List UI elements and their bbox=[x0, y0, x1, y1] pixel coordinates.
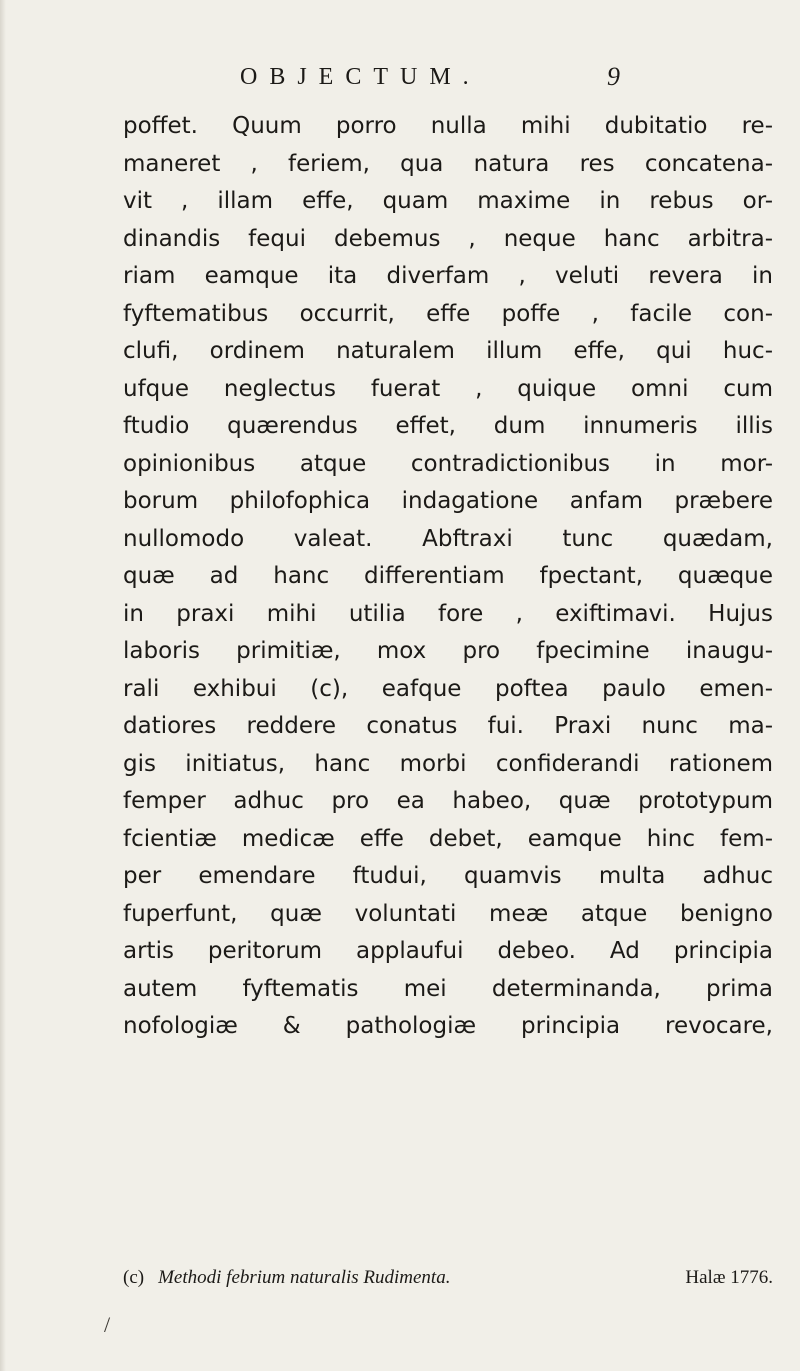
text-line: per emendare ftudui, quamvis multa adhuc bbox=[123, 863, 773, 889]
text-line: ufque neglectus fuerat , quique omni cum bbox=[123, 375, 773, 402]
text-line: gis initiatus, hanc morbi confiderandi rationem bbox=[123, 750, 773, 777]
text-line: artis peritorum applaufui debeo. Ad principia bbox=[123, 938, 773, 964]
text-line: autem fyftematis mei determinanda, prima bbox=[123, 975, 773, 1002]
text-line: borum philofophica indagatione anfam præbere bbox=[123, 488, 773, 514]
text-line: in praxi mihi utilia fore , exiftimavi. Hujus bbox=[123, 600, 773, 627]
text-line: rali exhibui (c), eafque poftea paulo emen- bbox=[123, 675, 773, 702]
text-line: nofologiæ & pathologiæ principia revocare, bbox=[123, 1013, 773, 1039]
stray-mark: / bbox=[104, 1312, 111, 1337]
text-line: riam eamque ita diverfam , veluti revera in bbox=[123, 263, 773, 289]
text-line: ftudio quærendus effet, dum innumeris illis bbox=[123, 413, 773, 439]
text-line: clufi, ordinem naturalem illum effe, qui huc- bbox=[123, 338, 773, 364]
text-line: laboris primitiæ, mox pro fpecimine inaugu- bbox=[123, 638, 773, 664]
text-line: fcientiæ medicæ effe debet, eamque hinc fem- bbox=[123, 825, 773, 852]
text-line: fuperfunt, quæ voluntati meæ atque benigno bbox=[123, 900, 773, 927]
text-line: femper adhuc pro ea habeo, quæ prototypum bbox=[123, 788, 773, 814]
text-line: maneret , feriem, qua natura res concatena- bbox=[123, 150, 773, 177]
text-line: fyftematibus occurrit, effe poffe , facile con- bbox=[123, 300, 773, 327]
footnote bbox=[123, 1263, 773, 1293]
text-line: vit , illam effe, quam maxime in rebus or- bbox=[123, 188, 773, 214]
text-line: opinionibus atque contradictionibus in mor- bbox=[123, 450, 773, 477]
running-head: OBJECTUM. bbox=[240, 64, 481, 90]
footnote-place-year: Halæ 1776. bbox=[685, 1267, 773, 1288]
text-line: nullomodo valeat. Abftraxi tunc quædam, bbox=[123, 525, 773, 552]
footnote-title: Methodi febrium naturalis Rudimenta. bbox=[158, 1267, 451, 1288]
text-line: quæ ad hanc differentiam fpectant, quæque bbox=[123, 563, 773, 589]
footnote-marker: (c) bbox=[123, 1267, 145, 1288]
page-gutter-edge bbox=[0, 0, 6, 1371]
text-line: dinandis fequi debemus , neque hanc arbitra- bbox=[123, 225, 773, 252]
text-line: poffet. Quum porro nulla mihi dubitatio re- bbox=[123, 113, 773, 139]
body-text bbox=[123, 108, 773, 1046]
page-number: 9 bbox=[607, 62, 620, 91]
text-line: datiores reddere conatus fui. Praxi nunc ma- bbox=[123, 713, 773, 739]
page-header bbox=[240, 62, 620, 102]
